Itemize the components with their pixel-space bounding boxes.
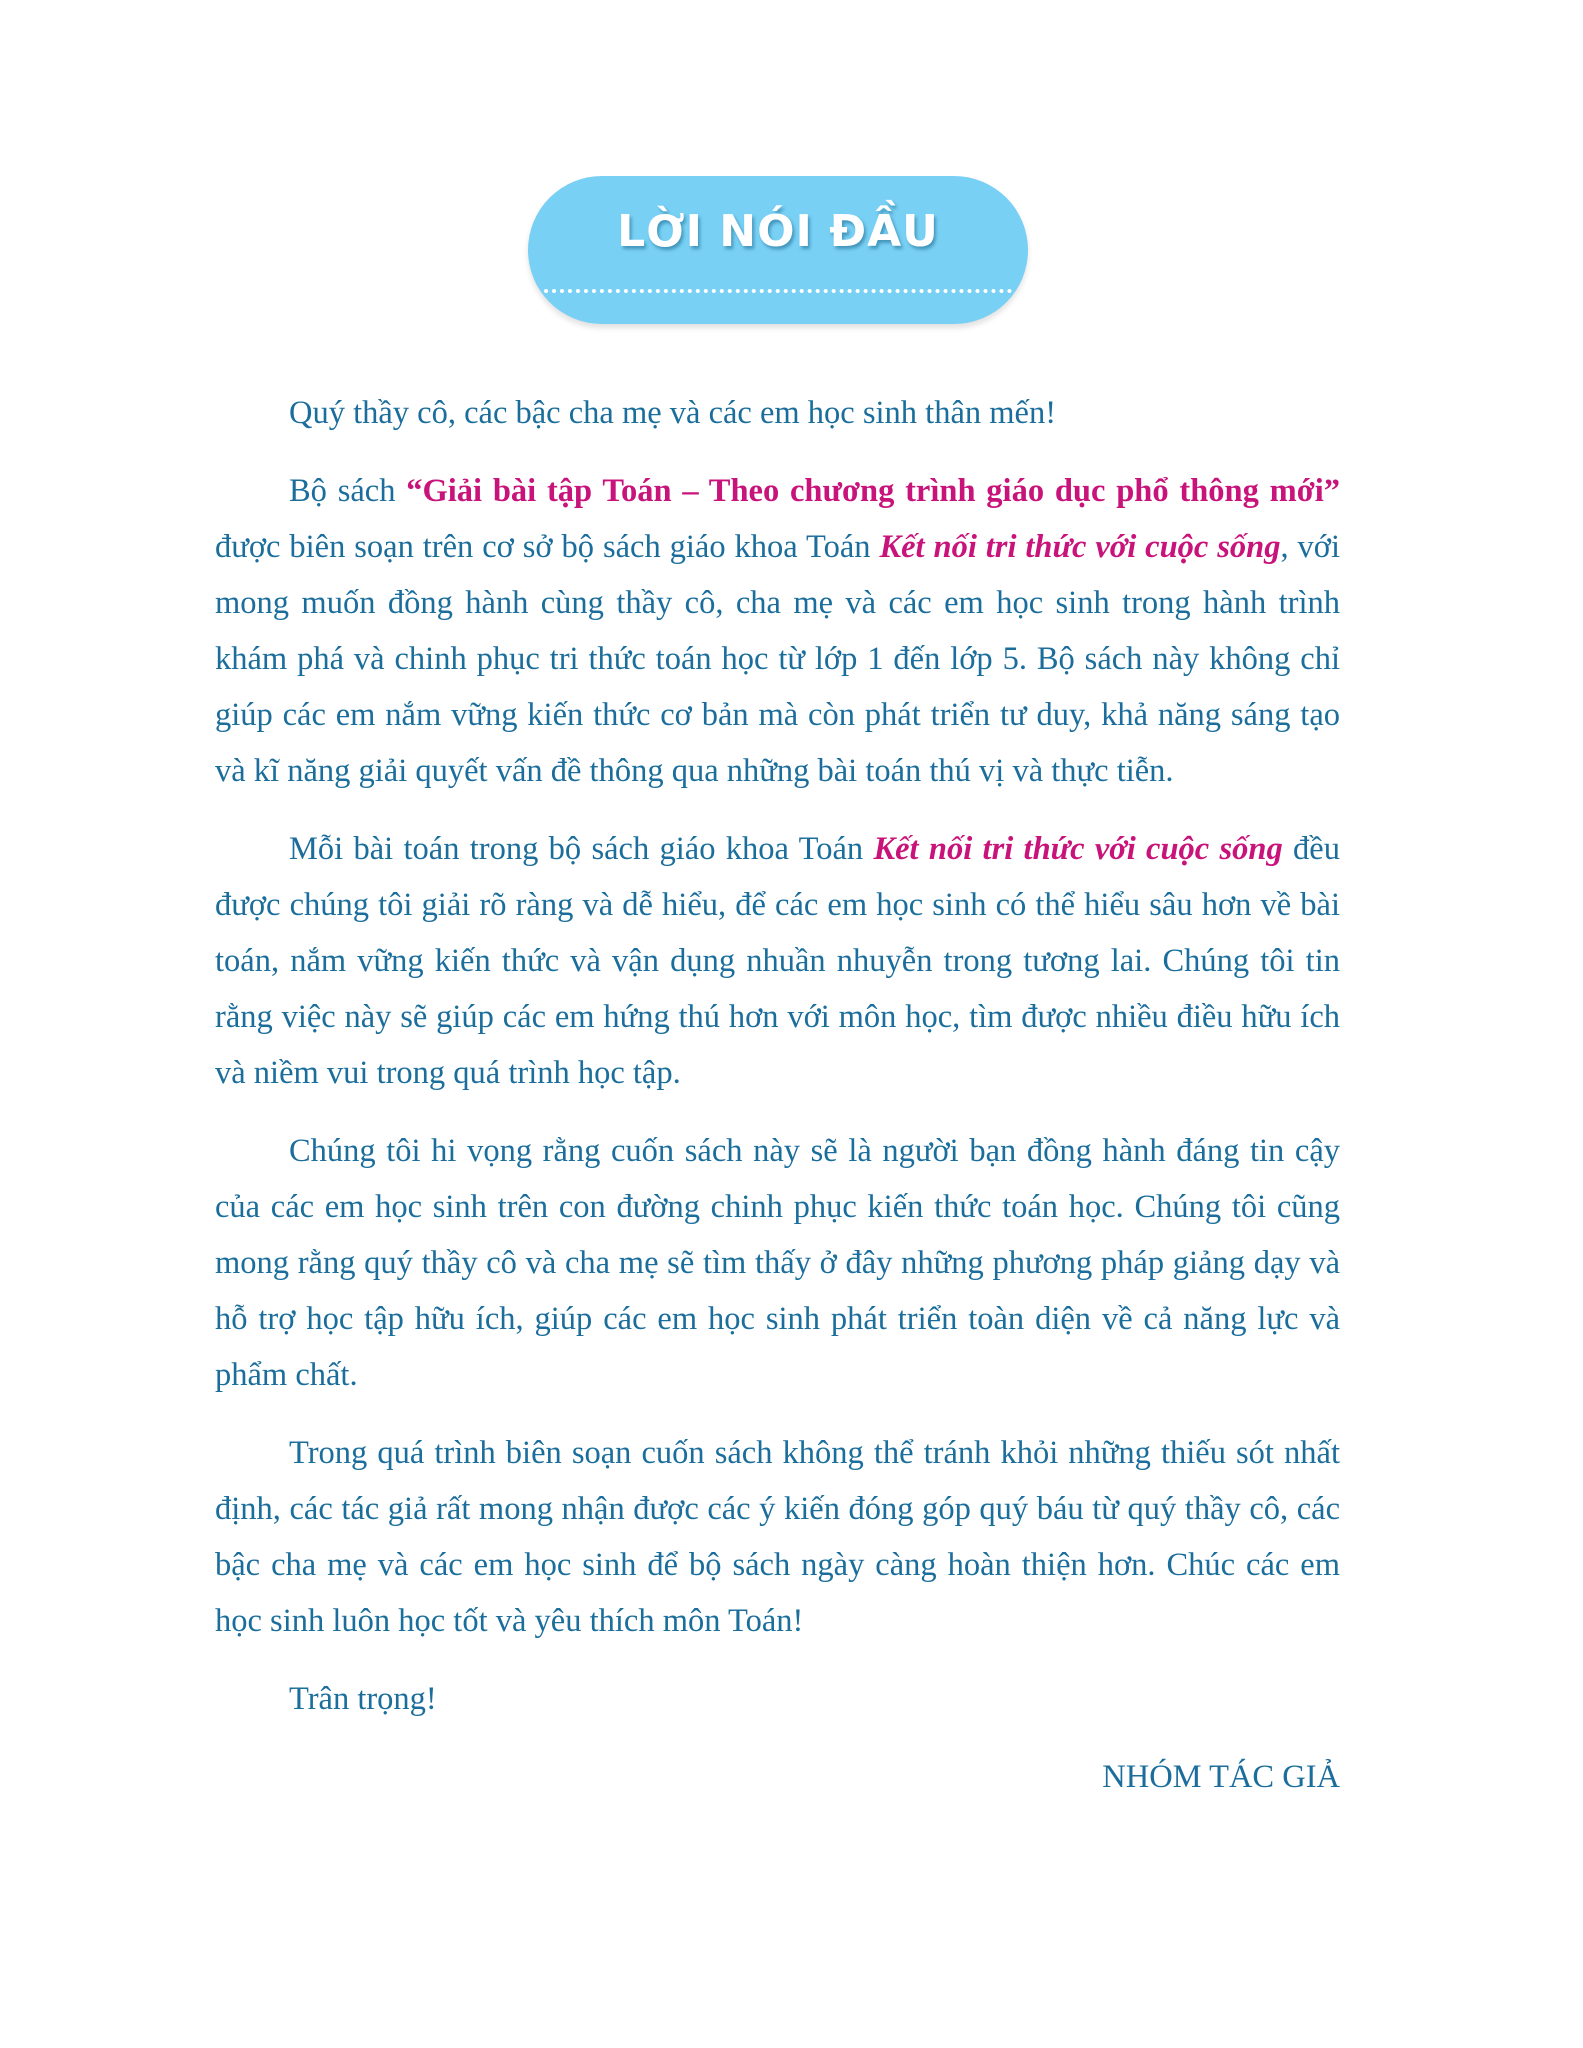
paragraph-4: Trong quá trình biên soạn cuốn sách không thể tránh khỏi những thiếu sót nhất định, các tác giả rất mong nhận được các ý kiến đóng góp quý báu từ quý thầy cô, các bậc cha mẹ và các em học sinh để bộ sách ngày càng hoàn thiện hơn. Chúc các em học sinh luôn học tốt và yêu thích môn Toán! [215, 1435, 1340, 1639]
book-series-title: “Giải bài tập Toán – Theo chương trình giáo dục phổ thông mới” [406, 473, 1340, 509]
preface-body [215, 385, 1340, 1827]
textbook-name: Kết nối tri thức với cuộc sống [879, 529, 1281, 565]
p1-mid: được biên soạn trên cơ sở bộ sách giáo khoa Toán [215, 529, 880, 565]
p1-start: Bộ sách [289, 473, 407, 509]
closing-line: Trân trọng! [289, 1681, 437, 1717]
textbook-name: Kết nối tri thức với cuộc sống [873, 831, 1283, 867]
page-title: LỜI NÓI ĐẦU [617, 206, 939, 257]
title-dotted-divider [544, 289, 1012, 293]
p2-end: đều được chúng tôi giải rõ ràng và dễ hiểu, để các em học sinh có thể hiểu sâu hơn về bài toán, nắm vững kiến thức và vận dụng nhuần nhuyễn trong tương lai. Chúng tôi tin rằng việc này sẽ giúp các em hứng thú hơn với môn học, tìm được nhiều điều hữu ích và niềm vui trong quá trình học tập. [215, 831, 1340, 1091]
paragraph-3: Chúng tôi hi vọng rằng cuốn sách này sẽ là người bạn đồng hành đáng tin cậy của các em học sinh trên con đường chinh phục kiến thức toán học. Chúng tôi cũng mong rằng quý thầy cô và cha mẹ sẽ tìm thấy ở đây những phương pháp giảng dạy và hỗ trợ học tập hữu ích, giúp các em học sinh phát triển toàn diện về cả năng lực và phẩm chất. [215, 1133, 1340, 1393]
paragraph-2 [215, 821, 1340, 1101]
title-banner [528, 176, 1028, 324]
paragraph-1 [215, 463, 1340, 799]
greeting-paragraph: Quý thầy cô, các bậc cha mẹ và các em học sinh thân mến! [289, 395, 1057, 431]
p2-start: Mỗi bài toán trong bộ sách giáo khoa Toán [289, 831, 874, 867]
author-signature: NHÓM TÁC GIẢ [1102, 1759, 1340, 1795]
p1-end: , với mong muốn đồng hành cùng thầy cô, cha mẹ và các em học sinh trong hành trình khám phá và chinh phục tri thức toán học từ lớp 1 đến lớp 5. Bộ sách này không chỉ giúp các em nắm vững kiến thức cơ bản mà còn phát triển tư duy, khả năng sáng tạo và kĩ năng giải quyết vấn đề thông qua những bài toán thú vị và thực tiễn. [215, 529, 1340, 789]
